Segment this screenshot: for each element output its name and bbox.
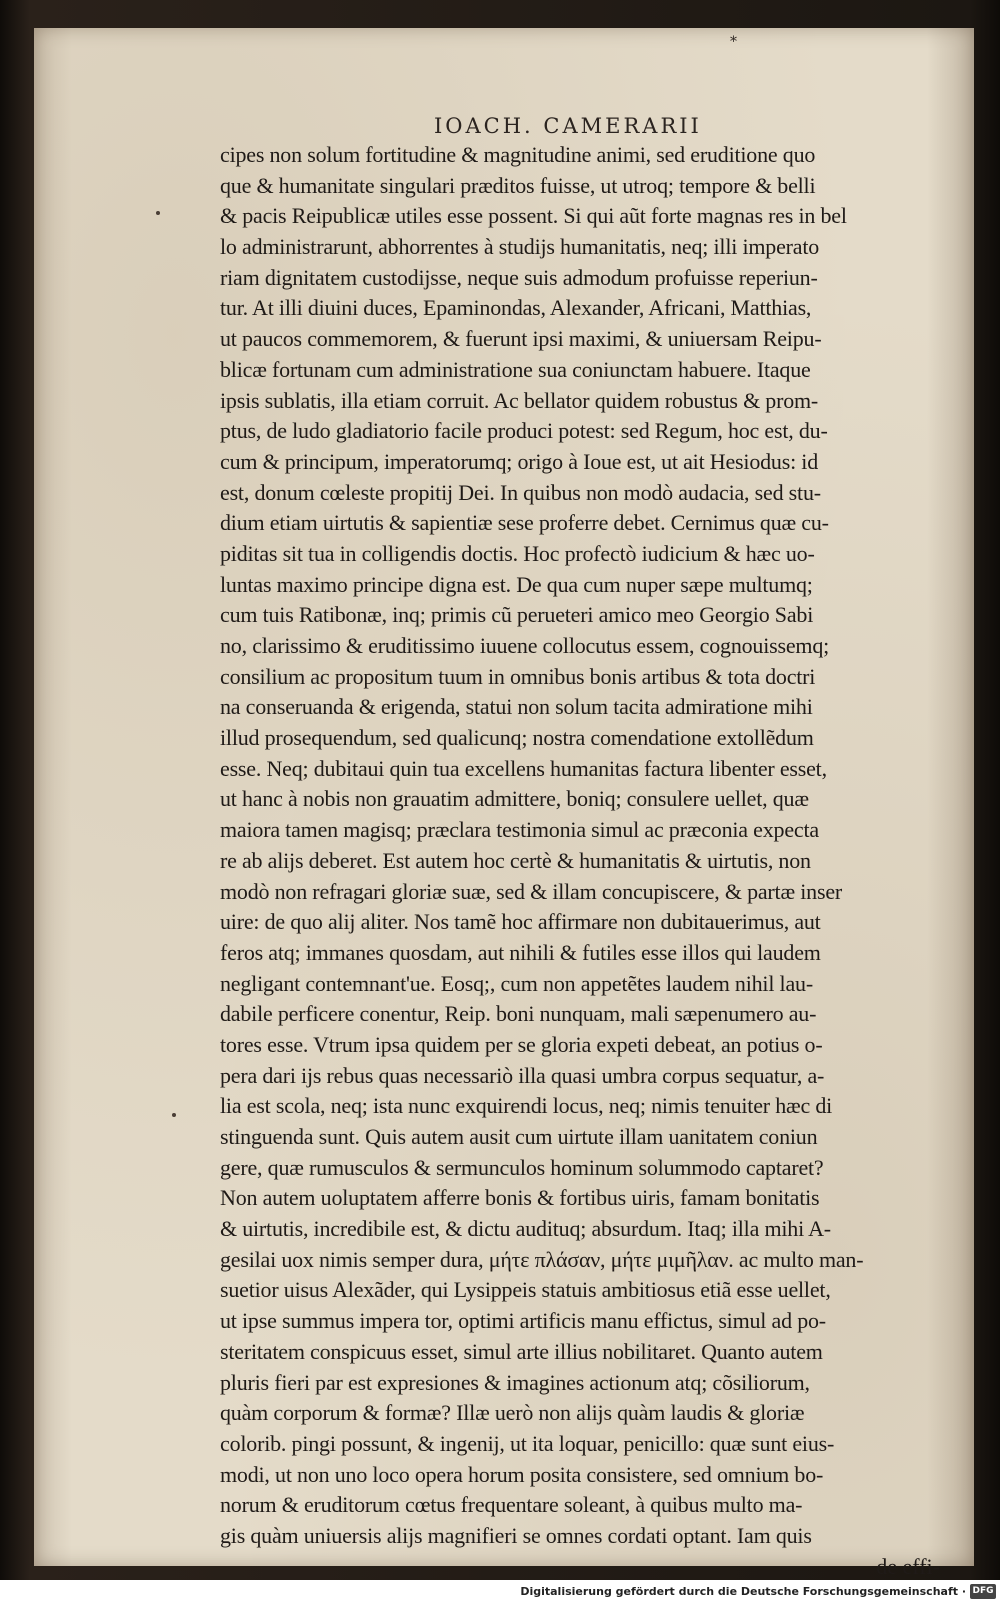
text-line: maiora tamen magisq; præclara testimonia simul ac præconia expecta	[220, 817, 819, 843]
text-line: illud prosequendum, sed qualicunq; nostra comendatione extollẽdum	[220, 725, 814, 751]
text-line: pluris fieri par est expresiones & imagines actionum atq; cõsiliorum,	[220, 1369, 810, 1395]
folio-mark: *	[730, 34, 737, 50]
text-line: ut ipse summus impera tor, optimi artificis manu effictus, simul ad po-	[220, 1308, 826, 1334]
book-page	[34, 28, 974, 1579]
text-line: esse. Neq; dubitaui quin tua excellens humanitas factura libenter esset,	[220, 755, 827, 781]
margin-speck	[156, 211, 160, 215]
text-line: gere, quæ rumusculos & sermunculos hominum solummodo captaret?	[220, 1154, 824, 1180]
text-line: feros atq; immanes quosdam, aut nihili & futiles esse illos qui laudem	[220, 939, 821, 965]
text-line: dium etiam uirtutis & sapientiæ sese proferre debet. Cernimus quæ cu-	[220, 510, 829, 536]
body-text	[220, 140, 940, 1582]
catchword: de effi-	[876, 1553, 940, 1579]
text-line: luntas maximo principe digna est. De qua cum nuper sæpe multumq;	[220, 571, 813, 597]
text-line: lia est scola, neq; ista nunc exquirendi locus, neq; nimis tenuiter hæc di	[220, 1093, 833, 1119]
text-line: cipes non solum fortitudine & magnitudine animi, sed eruditione quo	[220, 142, 816, 167]
text-line: blicæ fortunam cum administratione sua coniunctam habuere. Itaque	[220, 356, 811, 382]
margin-speck	[172, 1113, 176, 1117]
running-head: IOACH. CAMERARII	[434, 114, 702, 138]
text-line: gesilai uox nimis semper dura, μήτε πλάσαν, μήτε μιμῆλαν. ac multo man-	[220, 1246, 864, 1272]
text-line: cum & principum, imperatorumq; origo à Ioue est, ut ait Hesiodus: id	[220, 448, 819, 474]
text-line: na conseruanda & erigenda, statui non solum tacita admiratione mihi	[220, 694, 813, 720]
text-line: lo administrarunt, abhorrentes à studijs humanitatis, neq; illi imperato	[220, 234, 820, 260]
text-line: & pacis Reipublicæ utiles esse possent. Si qui aũt forte magnas res in bel	[220, 203, 847, 229]
text-line: ptus, de ludo gladiatorio facile produci potest: sed Regum, hoc est, du-	[220, 418, 828, 444]
text-line: pera dari ijs rebus quas necessariò illa quasi umbra corpus sequatur, a-	[220, 1062, 825, 1088]
text-line: Non autem uoluptatem afferre bonis & fortibus uiris, famam bonitatis	[220, 1185, 820, 1211]
text-line: est, donum cœleste propitij Dei. In quibus non modò audacia, sed stu-	[220, 479, 821, 505]
text-line: norum & eruditorum cœtus frequentare soleant, à quibus multo ma-	[220, 1492, 803, 1518]
footer-credit: Digitalisierung gefördert durch die Deutsche Forschungsgemeinschaft ·	[520, 1585, 966, 1598]
text-line: cum tuis Ratibonæ, inq; primis cũ perueteri amico meo Georgio Sabi	[220, 602, 814, 628]
text-line: tores esse. Vtrum ipsa quidem per se gloria expeti debeat, an potius o-	[220, 1031, 823, 1057]
text-line: steritatem conspicuus esset, simul arte illius nobilitaret. Quanto autem	[220, 1338, 823, 1364]
text-line: uire: de quo alij aliter. Nos tamẽ hoc affirmare non dubitauerimus, aut	[220, 909, 821, 935]
text-line: que & humanitate singulari præditos fuisse, ut utroq; tempore & belli	[220, 172, 816, 198]
text-line: ut paucos commemorem, & fuerunt ipsi maximi, & uniuersam Reipu-	[220, 326, 822, 352]
text-line: quàm corporum & formæ? Illæ uerò non alijs quàm laudis & gloriæ	[220, 1400, 805, 1426]
text-line: stinguenda sunt. Quis autem ausit cum uirtute illam uanitatem coniun	[220, 1124, 818, 1149]
text-line: colorib. pingi possunt, & ingenij, ut ita loquar, penicillo: quæ sunt eius-	[220, 1430, 835, 1456]
text-line: modi, ut non uno loco opera horum posita consistere, sed omnium bo-	[220, 1461, 824, 1487]
text-line: tur. At illi diuini duces, Epaminondas, Alexander, Africani, Matthias,	[220, 295, 812, 321]
text-line: riam dignitatem custodijsse, neque suis admodum profuisse reperiun-	[220, 264, 818, 290]
text-line: re ab alijs deberet. Est autem hoc certè & humanitatis & uirtutis, non	[220, 847, 811, 873]
text-line: ut hanc à nobis non grauatim admittere, boniq; consulere uellet, quæ	[220, 786, 809, 812]
text-line: gis quàm uniuersis alijs magnifieri se omnes cordati optant. Iam quis	[220, 1522, 812, 1548]
dfg-logo-icon: DFG	[970, 1584, 996, 1599]
text-line: modò non refragari gloriæ suæ, sed & illam concupiscere, & partæ inser	[220, 878, 843, 904]
digitization-footer	[0, 1580, 1000, 1604]
text-line: negligant contemnant'ue. Eosq;, cum non appetẽtes laudem nihil lau-	[220, 970, 813, 996]
text-line: suetior uisus Alexãder, qui Lysippeis statuis ambitiosus etiã esse uellet,	[220, 1277, 831, 1303]
text-line: piditas sit tua in colligendis doctis. Hoc profectò iudicium & hæc uo-	[220, 540, 815, 566]
text-line: & uirtutis, incredibile est, & dictu audituq; absurdum. Itaq; illa mihi A-	[220, 1216, 831, 1242]
text-line: consilium ac propositum tuum in omnibus bonis artibus & tota doctri	[220, 663, 816, 689]
text-line: dabile perficere conentur, Reip. boni nunquam, mali sæpenumero au-	[220, 1001, 817, 1027]
text-line: no, clarissimo & eruditissimo iuuene collocutus essem, cognouissemq;	[220, 633, 830, 658]
text-line: ipsis sublatis, illa etiam corruit. Ac bellator quidem robustus & prom-	[220, 387, 819, 413]
